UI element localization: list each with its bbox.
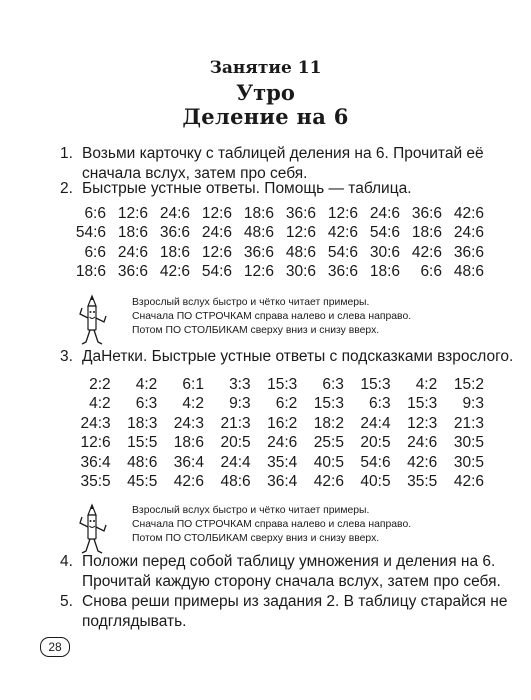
example-cell: 36:6: [159, 224, 190, 242]
instruction-note-1: [132, 296, 502, 338]
example-cell: 24:3: [80, 414, 111, 432]
examples-grid-task-2: [64, 204, 484, 282]
example-cell: 24:6: [407, 434, 438, 452]
example-cell: 40:5: [360, 473, 391, 491]
example-cell: 25:5: [313, 434, 344, 452]
grid-row: [64, 263, 484, 283]
example-cell: 36:6: [285, 204, 316, 222]
example-cell: 15:3: [407, 395, 438, 413]
example-cell: 36:6: [117, 263, 148, 281]
example-cell: 35:4: [267, 453, 298, 471]
note-line: Взрослый вслух быстро и чётко читает примеры.: [132, 297, 370, 308]
task-text-line: Снова реши примеры из задания 2. В таблицу старайся не: [82, 593, 508, 610]
page-title-line1: Утро: [236, 80, 295, 105]
examples-grid-task-3: [64, 375, 484, 492]
example-cell: 15:2: [453, 375, 484, 393]
example-cell: 6:2: [275, 395, 298, 413]
task-text-line: Возьми карточку с таблицей деления на 6. Прочитай её: [82, 145, 484, 162]
example-cell: 24:6: [159, 204, 190, 222]
example-cell: 30:5: [453, 434, 484, 452]
example-cell: 18:6: [159, 243, 190, 261]
example-cell: 4:2: [89, 395, 111, 413]
example-cell: 12:6: [80, 434, 111, 452]
task-4: [60, 552, 500, 592]
example-cell: 9:3: [462, 395, 484, 413]
task-1: [60, 144, 500, 184]
grid-row: [64, 395, 484, 415]
grid-row: [64, 414, 484, 434]
example-cell: 48:6: [453, 263, 484, 281]
example-cell: 20:5: [360, 434, 391, 452]
example-cell: 35:5: [407, 473, 438, 491]
example-cell: 30:5: [453, 453, 484, 471]
example-cell: 36:6: [453, 243, 484, 261]
note-line: Взрослый вслух быстро и чётко читает примеры.: [132, 505, 370, 516]
example-cell: 30:6: [285, 263, 316, 281]
example-cell: 6:6: [84, 243, 106, 261]
example-cell: 18:3: [127, 414, 158, 432]
example-cell: 16:2: [267, 414, 298, 432]
example-cell: 15:3: [267, 375, 298, 393]
example-cell: 54:6: [75, 224, 106, 242]
example-cell: 42:6: [327, 224, 358, 242]
task-number: 2.: [60, 180, 73, 197]
example-cell: 42:6: [453, 473, 484, 491]
task-text-line: подглядывать.: [82, 613, 187, 630]
grid-row: [64, 375, 484, 395]
example-cell: 36:4: [80, 453, 111, 471]
example-cell: 24:3: [173, 414, 204, 432]
task-number: 3.: [60, 348, 73, 365]
example-cell: 54:6: [201, 263, 232, 281]
example-cell: 12:6: [201, 204, 232, 222]
note-line: Потом ПО СТОЛБИКАМ сверху вниз и снизу вверх.: [132, 533, 380, 544]
example-cell: 36:6: [411, 204, 442, 222]
example-cell: 12:6: [201, 243, 232, 261]
example-cell: 18:6: [75, 263, 106, 281]
example-cell: 42:6: [453, 204, 484, 222]
example-cell: 6:6: [84, 204, 106, 222]
note-line: Сначала ПО СТРОЧКАМ справа налево и слева направо.: [132, 519, 412, 530]
example-cell: 6:3: [135, 395, 158, 413]
example-cell: 12:6: [117, 204, 148, 222]
example-cell: 6:6: [420, 263, 442, 281]
example-cell: 9:3: [229, 395, 251, 413]
example-cell: 24:6: [453, 224, 484, 242]
example-cell: 42:6: [411, 243, 442, 261]
grid-row: [64, 243, 484, 263]
example-cell: 48:6: [127, 453, 158, 471]
example-cell: 18:6: [369, 263, 400, 281]
example-cell: 21:3: [453, 414, 484, 432]
example-cell: 36:6: [243, 243, 274, 261]
page-title-line2: Деление на 6: [182, 104, 349, 129]
example-cell: 18:6: [173, 434, 204, 452]
example-cell: 36:6: [327, 263, 358, 281]
task-number: 5.: [60, 593, 73, 610]
grid-row: [64, 204, 484, 224]
instruction-note-2: [132, 504, 502, 546]
task-text-line: Быстрые устные ответы. Помощь — таблица.: [82, 180, 412, 197]
pencil-character-icon: [74, 503, 118, 559]
example-cell: 15:3: [313, 395, 344, 413]
page-number: 28: [40, 637, 70, 657]
task-text-line: ДаНетки. Быстрые устные ответы с подсказками взрослого.: [82, 348, 514, 365]
example-cell: 21:3: [220, 414, 251, 432]
example-cell: 45:5: [127, 473, 158, 491]
example-cell: 18:6: [243, 204, 274, 222]
pencil-character-icon: [74, 294, 118, 350]
example-cell: 2:2: [89, 375, 111, 393]
example-cell: 12:6: [243, 263, 274, 281]
task-2: [60, 179, 500, 199]
example-cell: 12:6: [327, 204, 358, 222]
example-cell: 6:3: [322, 375, 344, 393]
example-cell: 48:6: [220, 473, 251, 491]
example-cell: 15:3: [360, 375, 391, 393]
example-cell: 20:5: [220, 434, 251, 452]
example-cell: 18:2: [313, 414, 344, 432]
example-cell: 42:6: [159, 263, 190, 281]
task-text-line: Положи перед собой таблицу умножения и деления на 6.: [82, 553, 496, 570]
example-cell: 54:6: [369, 224, 400, 242]
example-cell: 24:6: [369, 204, 400, 222]
example-cell: 24:6: [201, 224, 232, 242]
note-line: Потом ПО СТОЛБИКАМ сверху вниз и снизу вверх.: [132, 325, 380, 336]
note-line: Сначала ПО СТРОЧКАМ справа налево и слева направо.: [132, 311, 412, 322]
example-cell: 36:4: [173, 453, 204, 471]
task-number: 1.: [60, 145, 73, 162]
example-cell: 35:5: [80, 473, 111, 491]
example-cell: 18:6: [117, 224, 148, 242]
example-cell: 4:2: [135, 375, 158, 393]
example-cell: 54:6: [360, 453, 391, 471]
task-3: [60, 347, 514, 367]
task-text-line: Прочитай каждую сторону сначала вслух, затем про себя.: [82, 573, 501, 590]
example-cell: 54:6: [327, 243, 358, 261]
lesson-label: Занятие 11: [209, 58, 322, 78]
grid-row: [64, 453, 484, 473]
example-cell: 48:6: [243, 224, 274, 242]
task-number: 4.: [60, 553, 73, 570]
grid-row: [64, 473, 484, 493]
example-cell: 6:3: [369, 395, 391, 413]
example-cell: 42:6: [407, 453, 438, 471]
example-cell: 30:6: [369, 243, 400, 261]
example-cell: 12:3: [407, 414, 438, 432]
example-cell: 4:2: [182, 395, 204, 413]
task-5: [60, 592, 508, 632]
example-cell: 42:6: [313, 473, 344, 491]
example-cell: 40:5: [313, 453, 344, 471]
grid-row: [64, 434, 484, 454]
example-cell: 36:4: [267, 473, 298, 491]
example-cell: 24:6: [267, 434, 298, 452]
example-cell: 15:5: [127, 434, 158, 452]
example-cell: 4:2: [415, 375, 438, 393]
example-cell: 48:6: [285, 243, 316, 261]
example-cell: 24:4: [360, 414, 391, 432]
grid-row: [64, 224, 484, 244]
example-cell: 12:6: [285, 224, 316, 242]
example-cell: 3:3: [229, 375, 251, 393]
example-cell: 24:6: [117, 243, 148, 261]
example-cell: 18:6: [411, 224, 442, 242]
example-cell: 42:6: [173, 473, 204, 491]
example-cell: 24:4: [220, 453, 251, 471]
example-cell: 6:1: [182, 375, 204, 393]
task-text-line: сначала вслух, затем про себя.: [82, 165, 308, 182]
